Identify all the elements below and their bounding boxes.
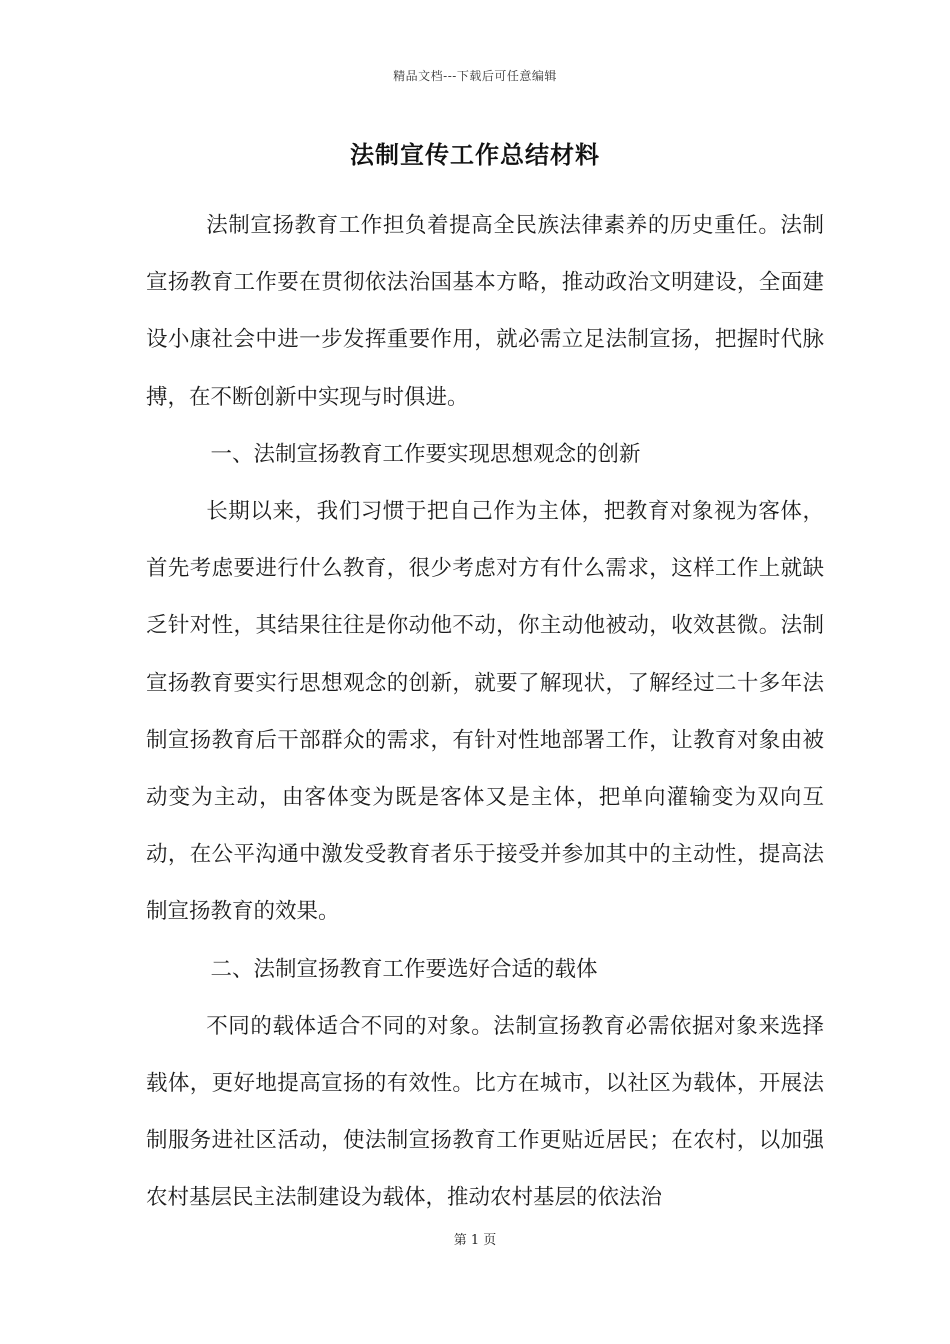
paragraph-section-2: 不同的载体适合不同的对象。法制宣扬教育必需依据对象来选择载体，更好地提高宣扬的有效性。比方在城市，以社区为载体，开展法制服务进社区活动，使法制宣扬教育工作更贴近居民；在农村，以加强农村基层民主法制建设为载体，推动农村基层的依法治 xyxy=(146,1013,824,1211)
paragraph-intro: 法制宣扬教育工作担负着提高全民族法律素养的历史重任。法制宣扬教育工作要在贯彻依法治国基本方略，推动政治文明建设，全面建设小康社会中进一步发挥重要作用，就必需立足法制宣扬，把握时代脉搏，在不断创新中实现与时俱进。 xyxy=(146,213,824,410)
section-heading-2: 二、法制宣扬教育工作要选好合适的载体 xyxy=(210,956,598,982)
section-heading-1: 一、法制宣扬教育工作要实现思想观念的创新 xyxy=(210,441,641,467)
page-number: 第 1 页 xyxy=(453,1233,497,1248)
document-title: 法制宣传工作总结材料 xyxy=(350,140,600,169)
document-body xyxy=(146,197,824,1227)
header-note: 精品文档---下载后可任意编辑 xyxy=(393,69,557,83)
paragraph-section-1: 长期以来，我们习惯于把自己作为主体，把教育对象视为客体，首先考虑要进行什么教育，很少考虑对方有什么需求，这样工作上就缺乏针对性，其结果往往是你动他不动，你主动他被动，收效甚微。法制宣扬教育要实行思想观念的创新，就要了解现状，了解经过二十多年法制宣扬教育后干部群众的需求，有针对性地部署工作，让教育对象由被动变为主动，由客体变为既是客体又是主体，把单向灌输变为双向互动，在公平沟通中激发受教育者乐于接受并参加其中的主动性，提高法制宣扬教育的效果。 xyxy=(146,499,824,925)
